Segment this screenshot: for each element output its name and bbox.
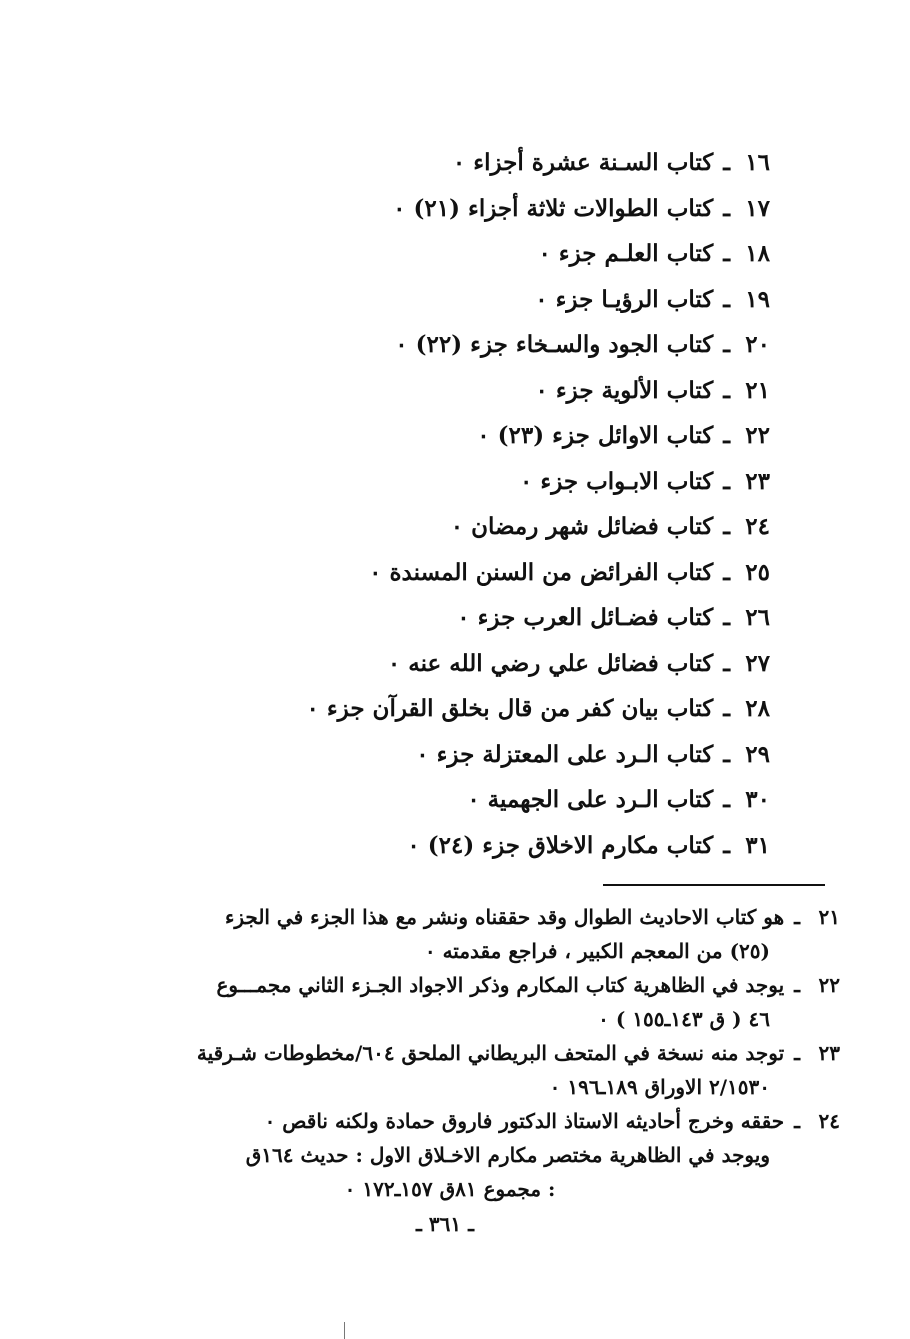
footnote-line — [120, 900, 840, 934]
item-text: كتاب الجود والسـخاء جزء (٢٢) ٠ — [395, 331, 714, 358]
item-number: ١٩ — [745, 285, 770, 313]
item-text: كتاب الرؤيـا جزء ٠ — [535, 285, 714, 313]
footnote-number: ٢٤ — [818, 1109, 840, 1133]
item-dash: ـ — [723, 467, 730, 495]
list-item — [210, 823, 770, 869]
list-item — [210, 186, 770, 232]
footnote-text: هو كتاب الاحاديث الطوال وقد حققناه ونشر مع هذا الجزء في الجزء — [224, 905, 785, 929]
item-text: كتاب العلـم جزء ٠ — [538, 240, 714, 267]
item-text: كتاب الفرائض من السنن المسندة ٠ — [369, 558, 714, 586]
item-number: ٢١ — [745, 376, 770, 404]
item-text: كتاب فضائل شهر رمضان ٠ — [450, 513, 714, 540]
item-dash: ـ — [723, 149, 730, 176]
footnote-number: ٢١ — [818, 905, 840, 929]
item-text: كتاب بيان كفر من قال بخلق القرآن جزء ٠ — [306, 695, 714, 722]
item-number: ١٨ — [745, 240, 770, 267]
footnote-number: ٢٢ — [818, 973, 840, 997]
item-dash: ـ — [723, 695, 730, 722]
footnote-text: يوجد في الظاهرية كتاب المكارم وذكر الاجواد الجـزء الثاني مجمـــوع — [216, 973, 785, 997]
footnote-line: ٢/١٥٣٠ الاوراق ١٨٩ـ١٩٦ ٠ — [549, 1075, 770, 1099]
list-item — [210, 641, 770, 687]
footnote-line: (٢٥) من المعجم الكبير ، فراجع مقدمته ٠ — [424, 939, 770, 963]
item-number: ٢٥ — [745, 558, 770, 586]
item-dash: ـ — [723, 240, 730, 267]
item-number: ٢٧ — [745, 649, 770, 677]
footnote-line: ٤٦ ( ق ١٤٣ـ١٥٥ ) ٠ — [598, 1007, 770, 1031]
list-item — [210, 550, 770, 596]
item-text: كتاب السـنة عشرة أجزاء ٠ — [452, 149, 714, 176]
item-text: كتاب مكارم الاخلاق جزء (٢٤) ٠ — [407, 831, 714, 859]
item-number: ٣١ — [745, 831, 770, 859]
footnote-dash: ـ — [794, 1041, 800, 1065]
footnote-text: توجد منه نسخة في المتحف البريطاني الملحق ٦٠٤/مخطوطات شـرقية — [196, 1041, 785, 1065]
footnote — [120, 1104, 840, 1206]
footnote-line — [120, 1036, 840, 1070]
item-dash: ـ — [723, 558, 730, 586]
item-number: ١٦ — [745, 149, 770, 176]
list-item — [210, 504, 770, 550]
footnote-dash: ـ — [794, 973, 800, 997]
item-text: كتاب فضـائل العرب جزء ٠ — [457, 604, 714, 631]
item-dash: ـ — [723, 285, 730, 313]
item-dash: ـ — [723, 194, 730, 222]
item-dash: ـ — [723, 513, 730, 540]
list-item — [210, 413, 770, 459]
list-item — [210, 140, 770, 186]
footnotes — [120, 900, 840, 1206]
footnote-line — [120, 1104, 840, 1138]
book-list — [210, 140, 770, 868]
list-item — [210, 322, 770, 368]
item-text: كتاب الاوائل جزء (٢٣) ٠ — [477, 422, 714, 449]
footnote-text: حققه وخرج أحاديثه الاستاذ الدكتور فاروق حمادة ولكنه ناقص ٠ — [264, 1109, 785, 1133]
item-number: ٢٠ — [745, 331, 770, 358]
item-number: ٢٤ — [745, 513, 770, 540]
item-text: كتاب الألوية جزء ٠ — [535, 376, 714, 404]
item-number: ٢٩ — [745, 740, 770, 768]
item-number: ٣٠ — [745, 786, 770, 813]
footnote-line: : مجموع ٨١ق ١٥٧ـ١٧٢ ٠ — [344, 1177, 556, 1201]
item-number: ٢٦ — [745, 604, 770, 631]
list-item — [210, 777, 770, 823]
item-dash: ـ — [723, 422, 730, 449]
item-dash: ـ — [723, 786, 730, 813]
item-text: كتاب الابـواب جزء ٠ — [520, 467, 714, 495]
item-text: كتاب فضائل علي رضي الله عنه ٠ — [387, 649, 714, 677]
list-item — [210, 732, 770, 778]
item-dash: ـ — [723, 740, 730, 768]
footnote-dash: ـ — [794, 905, 800, 929]
list-item — [210, 595, 770, 641]
item-number: ١٧ — [745, 194, 770, 222]
footnote-separator — [603, 884, 825, 886]
page-number: ـ ٣٦١ ـ — [416, 1212, 474, 1236]
item-dash: ـ — [723, 331, 730, 358]
footnote-dash: ـ — [794, 1109, 800, 1133]
footnote — [120, 900, 840, 968]
item-dash: ـ — [723, 649, 730, 677]
scan-mark — [344, 1322, 345, 1339]
item-dash: ـ — [723, 831, 730, 859]
item-dash: ـ — [723, 604, 730, 631]
list-item — [210, 277, 770, 323]
item-text: كتاب الـرد على المعتزلة جزء ٠ — [416, 740, 714, 768]
item-number: ٢٨ — [745, 695, 770, 722]
footnote-number: ٢٣ — [818, 1041, 840, 1065]
footnote-line: ويوجد في الظاهرية مختصر مكارم الاخـلاق الاول : حديث ١٦٤ق — [245, 1143, 770, 1167]
footnote — [120, 968, 840, 1036]
list-item — [210, 459, 770, 505]
footnote — [120, 1036, 840, 1104]
list-item — [210, 231, 770, 277]
list-item — [210, 686, 770, 732]
item-text: كتاب الـرد على الجهمية ٠ — [467, 786, 714, 813]
item-number: ٢٣ — [745, 467, 770, 495]
item-dash: ـ — [723, 376, 730, 404]
item-text: كتاب الطوالات ثلاثة أجزاء (٢١) ٠ — [393, 194, 714, 222]
item-number: ٢٢ — [745, 422, 770, 449]
footnote-line — [120, 968, 840, 1002]
list-item — [210, 368, 770, 414]
